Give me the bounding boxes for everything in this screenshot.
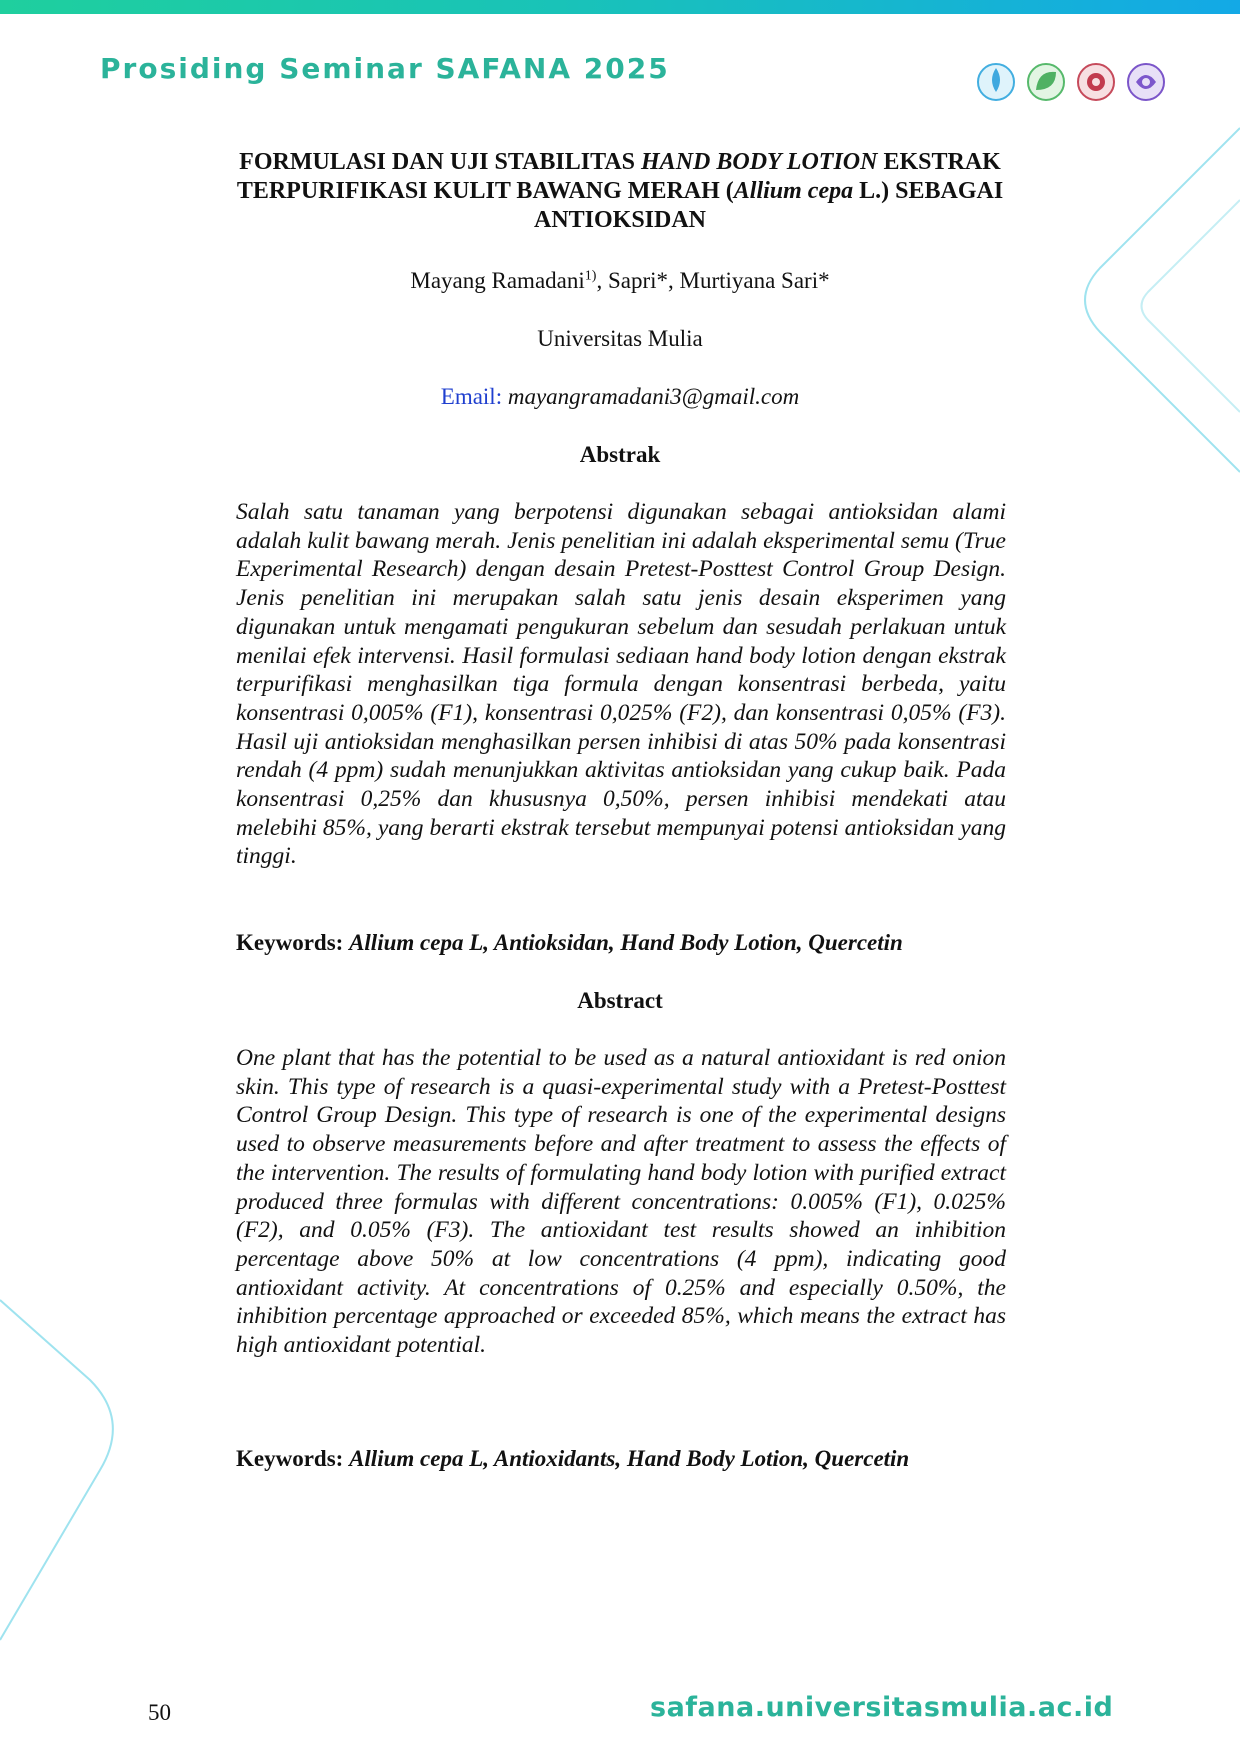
page-number: 50 [148,1700,171,1725]
water-drop-logo-icon [978,64,1014,100]
abstract-keywords: Keywords: Allium cepa L, Antioxidants, Hand Body Lotion, Quercetin [236,1446,910,1471]
email-address[interactable]: mayangramadani3@gmail.com [507,384,800,409]
authors: Mayang Ramadani$^{1)}$, Sapri*, Murtiyana Sari* [410,268,830,293]
swirl-logo-icon [1128,64,1164,100]
header-logos [976,60,1166,104]
affiliation: Universitas Mulia [537,326,703,351]
email-line [200,384,1040,410]
flower-logo-icon [1078,64,1114,100]
abstract-heading: Abstract [577,988,663,1013]
abstract-body: One plant that has the potential to be used as a natural antioxidant is red onion skin. This type of research is a quasi-experimental study with a Pretest-Posttest Control Group Design. This type of research is one of the experimental designs used to observe measurements before and after treatment to assess the effects of the intervention. The results of formulating hand body lotion with purified extract produced three formulas with different concentrations: 0.005% (F1), 0.025% (F2), and 0.05% (F3). The antioxidant test results showed an inhibition percentage above 50% at low concentrations (4 ppm), indicating good antioxidant activity. At concentrations of 0.25% and especially 0.50%, the inhibition percentage approached or exceeded 85%, which means the extract has high antioxidant potential. [236,1045,1006,1359]
abstrak-keywords: Keywords: Allium cepa L, Antioksidan, Hand Body Lotion, Quercetin [236,930,903,955]
abstrak-body: Salah satu tanaman yang berpotensi digunakan sebagai antioksidan alami adalah kulit bawang merah. Jenis penelitian ini adalah eksperimental semu (True Experimental Research) dengan desain Pretest-Posttest Control Group Design. Jenis penelitian ini merupakan salah satu jenis desain eksperimen yang digunakan untuk mengamati pengukuran sebelum dan sesudah perlakuan untuk menilai efek intervensi. Hasil formulasi sediaan hand body lotion dengan ekstrak terpurifikasi menghasilkan tiga formula dengan konsentrasi berbeda, yaitu konsentrasi 0,005% (F1), konsentrasi 0,025% (F2), dan konsentrasi 0,05% (F3). Hasil uji antioksidan menghasilkan persen inhibisi di atas 50% pada konsentrasi rendah (4 ppm) sudah menunjukkan aktivitas antioksidan yang cukup baik. Pada konsentrasi 0,25% dan khususnya 0,50%, persen inhibisi mendekati atau melebihi 85%, yang berarti ekstrak tersebut mempunyai potensi antioksidan yang tinggi. [236,499,1006,870]
leaf-logo-icon [1028,64,1064,100]
proceedings-title: Prosiding Seminar SAFANA 2025 [100,52,670,85]
top-gradient-bar [0,0,1240,14]
email-label: Email: [440,384,503,409]
footer-url[interactable]: safana.universitasmulia.ac.id [650,1692,1114,1723]
abstrak-heading: Abstrak [579,442,661,467]
paper-title: FORMULASI DAN UJI STABILITAS HAND BODY LOTION EKSTRAK TERPURIFIKASI KULIT BAWANG MERAH (Allium cepa L.) SEBAGAI ANTIOKSIDAN [236,149,1004,233]
